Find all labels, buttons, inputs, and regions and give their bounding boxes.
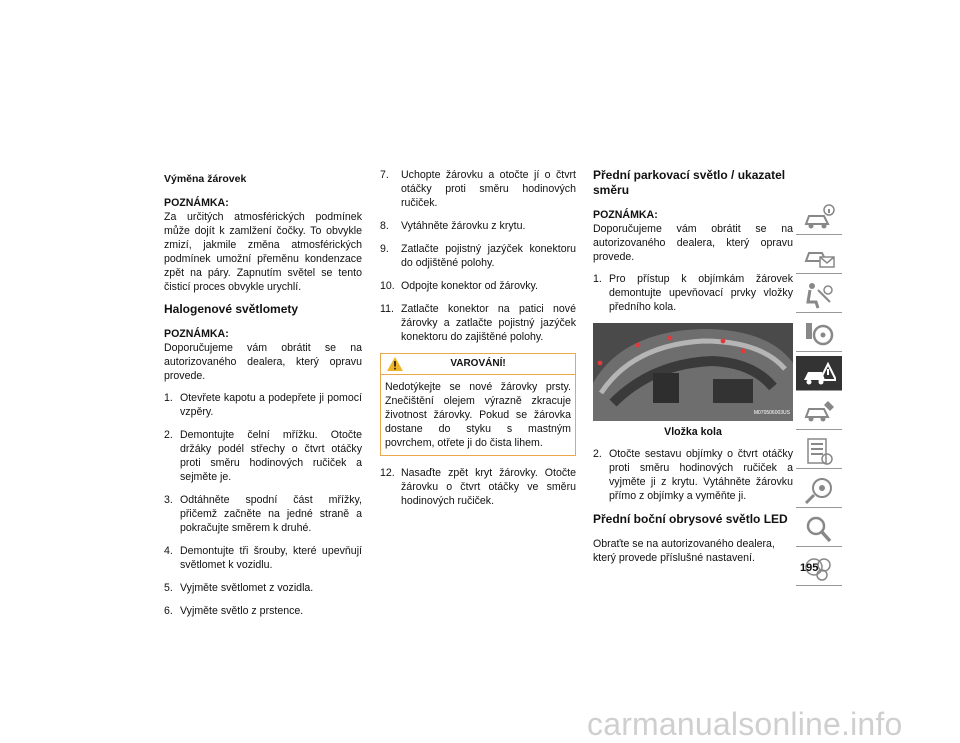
car-info-icon (802, 202, 836, 232)
tab-steering[interactable] (796, 317, 842, 352)
column-1 (164, 168, 362, 627)
step-item: 2. Otočte sestavu objímky o čtvrt otáčky proti směru hodinových ručiček a vyjměte ji z krytu. Vytáhněte žárovku přímo z objímky a vyměňte ji. (593, 448, 793, 502)
step-item: 5. Vyjměte světlomet z vozidla. (164, 582, 314, 594)
step-item: 8. Vytáhněte žárovku z krytu. (380, 220, 526, 232)
step-item: 3. Odtáhněte spodní část mřížky, přičemž začněte na jedné straně a pokračujte směrem k druhé. (164, 494, 362, 534)
search-icon (802, 514, 836, 544)
step-item: 6. Vyjměte světlo z prstence. (164, 605, 304, 617)
tab-seat-safety[interactable] (796, 278, 842, 313)
step-item: 7. Uchopte žárovku a otočte jí o čtvrt otáčky proti směru hodinových ručiček. (380, 169, 576, 209)
warning-title: VAROVÁNÍ! (450, 358, 506, 369)
page-number: 195 (800, 562, 819, 574)
tab-language[interactable] (796, 473, 842, 508)
tab-car-info[interactable] (796, 200, 842, 235)
roadside-warning-icon (802, 358, 836, 388)
car-service-icon (802, 397, 836, 427)
step-item: 11. Zatlačte konektor na patici nové žárovky a zatlačte pojistný jazýček konektoru do zajištěné polohy. (380, 303, 576, 343)
tab-car-mail[interactable] (796, 239, 842, 274)
chapter-tabs (796, 200, 842, 590)
warning-header (381, 354, 575, 375)
step-item: 9. Zatlačte pojistný jazýček konektoru do odjištěné polohy. (380, 243, 576, 269)
section-heading: Přední parkovací světlo / ukazatel směru (593, 168, 786, 197)
section-heading: Přední boční obrysové světlo LED (593, 512, 788, 526)
note-heading: POZNÁMKA: (164, 197, 229, 209)
tab-search[interactable] (796, 512, 842, 547)
paragraph: Obraťte se na autorizovaného dealera, který provede příslušné nastavení. (593, 538, 775, 564)
warning-text: Nedotýkejte se nové žárovky prsty. Znečištění olejem výrazně zkracuje životnost žárovky. Pokud se žárovka dostane do styku s mastným povrchem, otřete ji do čista lihem. (385, 381, 571, 449)
note-heading: POZNÁMKA: (164, 328, 229, 340)
column-3 (593, 168, 793, 573)
figure-caption: Vložka kola (664, 426, 722, 438)
note-heading: POZNÁMKA: (593, 209, 658, 221)
note-text: Doporučujeme vám obrátit se na autorizovaného dealera, který opravu provede. (593, 223, 793, 263)
step-item: 4. Demontujte tři šrouby, které upevňují světlomet k vozidlu. (164, 545, 362, 571)
steering-wheel-icon (802, 319, 836, 349)
column-2 (380, 168, 576, 517)
step-list (593, 272, 793, 314)
step-item: 2. Demontujte čelní mřížku. Otočte držáky podél střechy o čtvrt otáčky proti směru hodinových ručiček a sejměte je. (164, 429, 362, 483)
watermark: carmanualsonline.info (587, 706, 903, 742)
warning-box (380, 353, 576, 456)
step-item: 10. Odpojte konektor od žárovky. (380, 280, 539, 292)
tab-roadside-warning[interactable] (796, 356, 842, 391)
car-mail-icon (802, 241, 836, 271)
step-item: 1. Pro přístup k objímkám žárovek demontujte upevňovací prvky vložky předního kola. (593, 273, 793, 313)
step-list (380, 168, 576, 344)
wheel-liner-figure (593, 323, 793, 421)
step-list (164, 391, 362, 618)
note-text: Doporučujeme vám obrátit se na autorizovaného dealera, který opravu provede. (164, 342, 362, 382)
warning-triangle-icon (387, 357, 403, 371)
tab-car-service[interactable] (796, 395, 842, 430)
section-title: Výměna žárovek (164, 173, 247, 185)
step-list (593, 447, 793, 503)
seat-safety-icon (802, 280, 836, 310)
tab-checklist[interactable] (796, 434, 842, 469)
step-item: 1. Otevřete kapotu a podepřete ji pomocí vzpěry. (164, 392, 362, 418)
figure-code: M070506003US (753, 410, 790, 416)
section-heading: Halogenové světlomety (164, 302, 299, 316)
step-list (380, 466, 576, 508)
step-item: 12. Nasaďte zpět kryt žárovky. Otočte žárovku o čtvrt otáčky ve směru hodinových ručiček. (380, 467, 576, 507)
note-text: Za určitých atmosférických podmínek může dojít k zamlžení čočky. To obvykle zmizí, jakmile změna atmosférických podmínek umožní přeměnu kondenzace zpět na páry. Zapnutím světel se tento čisticí proces obvykle urychlí. (164, 211, 362, 293)
language-icon (802, 475, 836, 505)
checklist-icon (802, 436, 836, 466)
